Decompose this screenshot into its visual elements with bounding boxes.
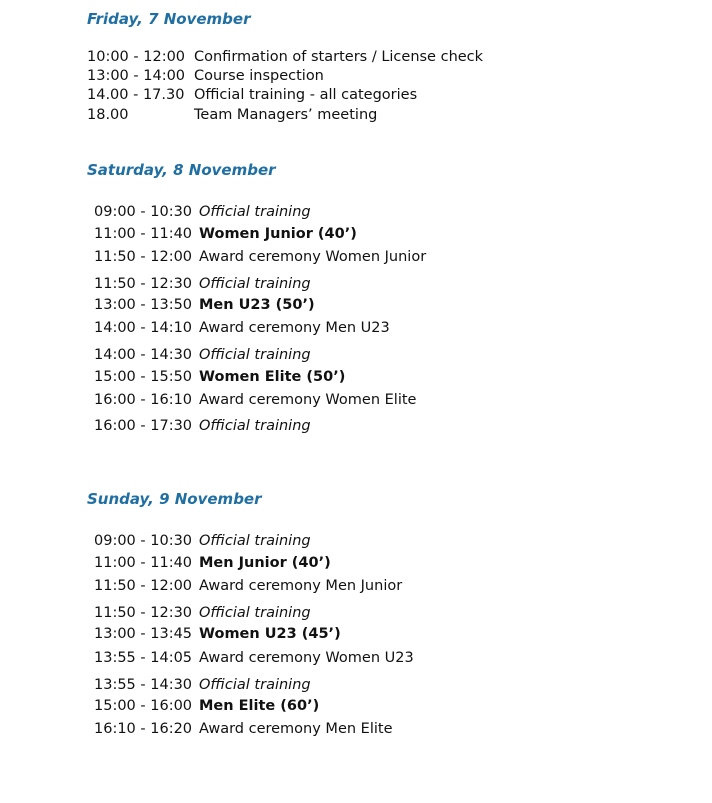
schedule-description: Official training — [199, 605, 311, 621]
schedule-description: Official training - all categories — [194, 87, 418, 103]
schedule-description: Official training — [199, 418, 311, 434]
schedule-description: Award ceremony Men Elite — [199, 721, 393, 737]
schedule-time: 11:50 - 12:30 — [94, 276, 193, 292]
schedule-description: Team Managers’ meeting — [194, 107, 378, 123]
schedule-description: Award ceremony Men Junior — [199, 578, 403, 594]
day-heading: Saturday, 8 November — [87, 161, 276, 179]
day-heading: Friday, 7 November — [87, 10, 251, 28]
day-heading: Sunday, 9 November — [87, 490, 262, 508]
schedule-description: Men Junior (40’) — [199, 555, 331, 571]
schedule-time: 13:55 - 14:05 — [94, 650, 193, 666]
schedule-time: 09:00 - 10:30 — [94, 533, 193, 549]
schedule-description: Men Elite (60’) — [199, 698, 320, 714]
schedule-time: 11:50 - 12:00 — [94, 578, 193, 594]
schedule-time: 10:00 - 12:00 — [87, 49, 186, 65]
schedule-time: 13:55 - 14:30 — [94, 677, 193, 693]
schedule-time: 13:00 - 13:50 — [94, 297, 193, 313]
schedule-time: 16:00 - 16:10 — [94, 392, 193, 408]
schedule-time: 13:00 - 14:00 — [87, 68, 186, 84]
schedule-time: 11:50 - 12:00 — [94, 249, 193, 265]
schedule-time: 15:00 - 16:00 — [94, 698, 193, 714]
schedule-time: 16:10 - 16:20 — [94, 721, 193, 737]
schedule-time: 14:00 - 14:10 — [94, 320, 193, 336]
schedule-description: Award ceremony Men U23 — [199, 320, 390, 336]
schedule-time: 18.00 — [87, 107, 129, 123]
schedule-description: Award ceremony Women Junior — [199, 249, 427, 265]
schedule-time: 14:00 - 14:30 — [94, 347, 193, 363]
schedule-description: Women Elite (50’) — [199, 369, 346, 385]
schedule-description: Official training — [199, 276, 311, 292]
schedule-description: Women U23 (45’) — [199, 626, 341, 642]
schedule-time: 09:00 - 10:30 — [94, 204, 193, 220]
schedule-description: Award ceremony Women Elite — [199, 392, 417, 408]
schedule-time: 15:00 - 15:50 — [94, 369, 193, 385]
schedule-description: Award ceremony Women U23 — [199, 650, 414, 666]
schedule-description: Course inspection — [194, 68, 324, 84]
schedule-description: Official training — [199, 204, 311, 220]
schedule-description: Official training — [199, 347, 311, 363]
schedule-time: 11:00 - 11:40 — [94, 555, 193, 571]
schedule-time: 11:00 - 11:40 — [94, 226, 193, 242]
schedule-time: 11:50 - 12:30 — [94, 605, 193, 621]
schedule-time: 14.00 - 17.30 — [87, 87, 185, 103]
schedule-time: 13:00 - 13:45 — [94, 626, 193, 642]
schedule-description: Men U23 (50’) — [199, 297, 315, 313]
schedule-description: Official training — [199, 677, 311, 693]
schedule-description: Women Junior (40’) — [199, 226, 357, 242]
schedule-time: 16:00 - 17:30 — [94, 418, 193, 434]
schedule-description: Official training — [199, 533, 311, 549]
schedule-description: Confirmation of starters / License check — [194, 49, 484, 65]
